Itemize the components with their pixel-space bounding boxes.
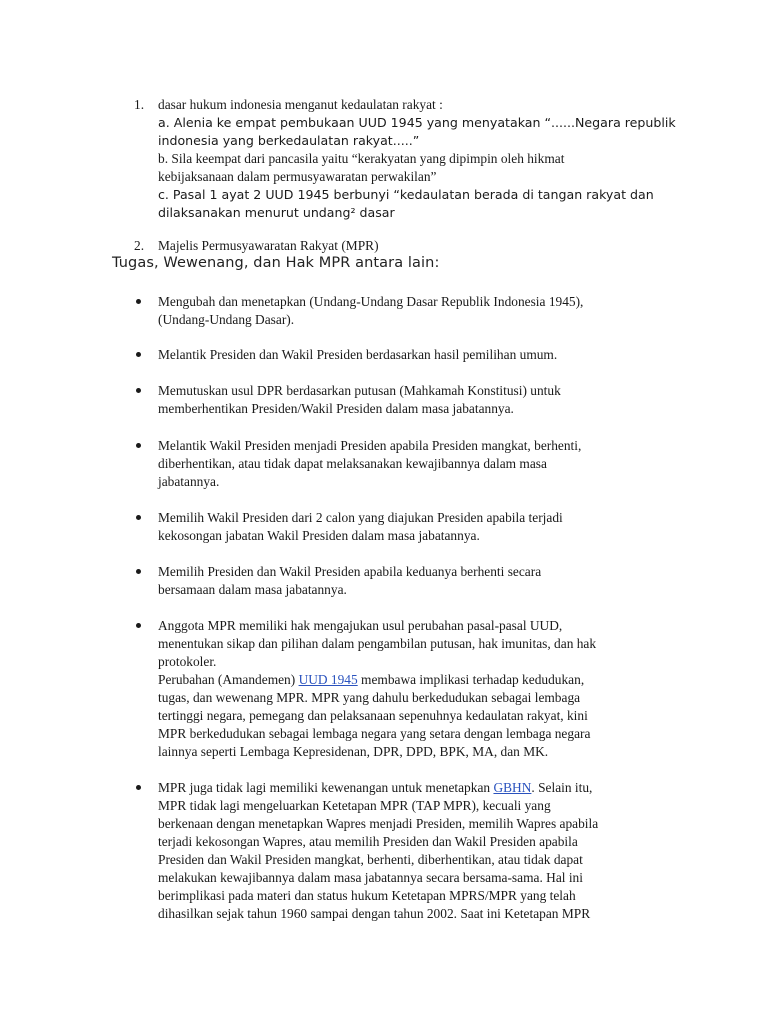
gbhn-link[interactable]: GBHN <box>493 780 532 795</box>
bullet-text: Melantik Presiden dan Wakil Presiden berdasarkan hasil pemilihan umum. <box>158 347 558 362</box>
bullet-text: memberhentikan Presiden/Wakil Presiden dalam masa jabatannya. <box>158 401 514 416</box>
bullet-text: MPR berkedudukan sebagai lembaga negara yang setara dengan lembaga negara <box>158 726 591 741</box>
list-item-text: c. Pasal 1 ayat 2 UUD 1945 berbunyi “kedaulatan berada di tangan rakyat dan <box>158 187 654 202</box>
bullet-text: lainnya seperti Lembaga Kepresidenan, DPR, DPD, BPK, MA, dan MK. <box>158 744 549 759</box>
list-item-text: indonesia yang berkedaulatan rakyat.....” <box>158 133 420 148</box>
bullet-item <box>0 779 768 923</box>
bullet-text: Memilih Wakil Presiden dari 2 calon yang diajukan Presiden apabila terjadi <box>158 510 563 525</box>
bullet-item <box>0 437 768 491</box>
bullet-item <box>0 382 768 418</box>
bullet-text: diberhentikan, atau tidak dapat melaksanakan kewajibannya dalam masa <box>158 456 547 471</box>
uud-1945-link[interactable]: UUD 1945 <box>298 672 358 687</box>
bullet-text: dihasilkan sejak tahun 1960 sampai dengan tahun 2002. Saat ini Ketetapan MPR <box>158 906 591 921</box>
bullet-icon <box>136 623 141 628</box>
list-number: 2. <box>134 238 145 253</box>
bullet-text: Mengubah dan menetapkan (Undang-Undang Dasar Republik Indonesia 1945), <box>158 294 584 309</box>
bullet-text: kekosongan jabatan Wakil Presiden dalam masa jabatannya. <box>158 528 480 543</box>
bullet-icon <box>136 388 141 393</box>
bullet-text: berimplikasi pada materi dan status hukum Ketetapan MPRS/MPR yang telah <box>158 888 576 903</box>
bullet-text-with-link <box>158 671 660 689</box>
bullet-text: MPR tidak lagi mengeluarkan Ketetapan MPR (TAP MPR), kecuali yang <box>158 798 551 813</box>
bullet-item <box>0 293 768 329</box>
bullet-text: Anggota MPR memiliki hak mengajukan usul perubahan pasal-pasal UUD, <box>158 618 563 633</box>
bullet-icon <box>136 352 141 357</box>
bullet-icon <box>136 785 141 790</box>
bullet-item <box>0 346 768 364</box>
list-item-text: kebijaksanaan dalam permusyawaratan perwakilan” <box>158 169 437 184</box>
bullet-icon <box>136 569 141 574</box>
bullet-text: tugas, dan wewenang MPR. MPR yang dahulu berkedudukan sebagai lembaga <box>158 690 581 705</box>
bullet-item <box>0 509 768 545</box>
numbered-list <box>0 96 768 222</box>
bullet-text: (Undang-Undang Dasar). <box>158 312 295 327</box>
bullet-text: bersamaan dalam masa jabatannya. <box>158 582 347 597</box>
list-item-text: Majelis Permusyawaratan Rakyat (MPR) <box>158 238 379 253</box>
list-item-text: dasar hukum indonesia menganut kedaulatan rakyat : <box>158 97 443 112</box>
list-item-text: b. Sila keempat dari pancasila yaitu “kerakyatan yang dipimpin oleh hikmat <box>158 151 565 166</box>
inline-text: MPR juga tidak lagi memiliki kewenangan untuk menetapkan <box>158 780 494 795</box>
bullet-icon <box>136 515 141 520</box>
numbered-item-2 <box>0 237 768 255</box>
list-item-text: a. Alenia ke empat pembukaan UUD 1945 yang menyatakan “......Negara republik <box>158 115 676 130</box>
list-number: 1. <box>134 97 145 112</box>
bullet-icon <box>136 299 141 304</box>
bullet-text: Memilih Presiden dan Wakil Presiden apabila keduanya berhenti secara <box>158 564 542 579</box>
bullet-text: Memutuskan usul DPR berdasarkan putusan (Mahkamah Konstitusi) untuk <box>158 383 561 398</box>
bullet-text: terjadi kekosongan Wapres, atau memilih Presiden dan Wakil Presiden apabila <box>158 834 578 849</box>
bullet-text: protokoler. <box>158 654 217 669</box>
bullet-text-with-link <box>158 779 660 797</box>
bullet-text: jabatannya. <box>158 474 220 489</box>
section-heading: Tugas, Wewenang, dan Hak MPR antara lain: <box>112 255 440 271</box>
bullet-text: Presiden dan Wakil Presiden mangkat, berhenti, diberhentikan, atau tidak dapat <box>158 852 583 867</box>
inline-text: . Selain itu, <box>531 780 593 795</box>
inline-text: Perubahan (Amandemen) <box>158 672 299 687</box>
bullet-icon <box>136 443 141 448</box>
list-item-text: dilaksanakan menurut undang² dasar <box>158 205 395 220</box>
numbered-item-1 <box>0 96 768 222</box>
bullet-item <box>0 563 768 599</box>
bullet-text: melakukan kewajibannya dalam masa jabatannya secara bersama-sama. Hal ini <box>158 870 583 885</box>
bullet-text: tertinggi negara, pemegang dan pelaksanaan sepenuhnya kedaulatan rakyat, kini <box>158 708 588 723</box>
bullet-text: menentukan sikap dan pilihan dalam pengambilan putusan, hak imunitas, dan hak <box>158 636 597 651</box>
inline-text: membawa implikasi terhadap kedudukan, <box>357 672 585 687</box>
bullet-text: berkenaan dengan menetapkan Wapres menjadi Presiden, memilih Wapres apabila <box>158 816 599 831</box>
bullet-text: Melantik Wakil Presiden menjadi Presiden apabila Presiden mangkat, berhenti, <box>158 438 582 453</box>
bullet-item <box>0 617 768 761</box>
numbered-list <box>0 237 768 255</box>
